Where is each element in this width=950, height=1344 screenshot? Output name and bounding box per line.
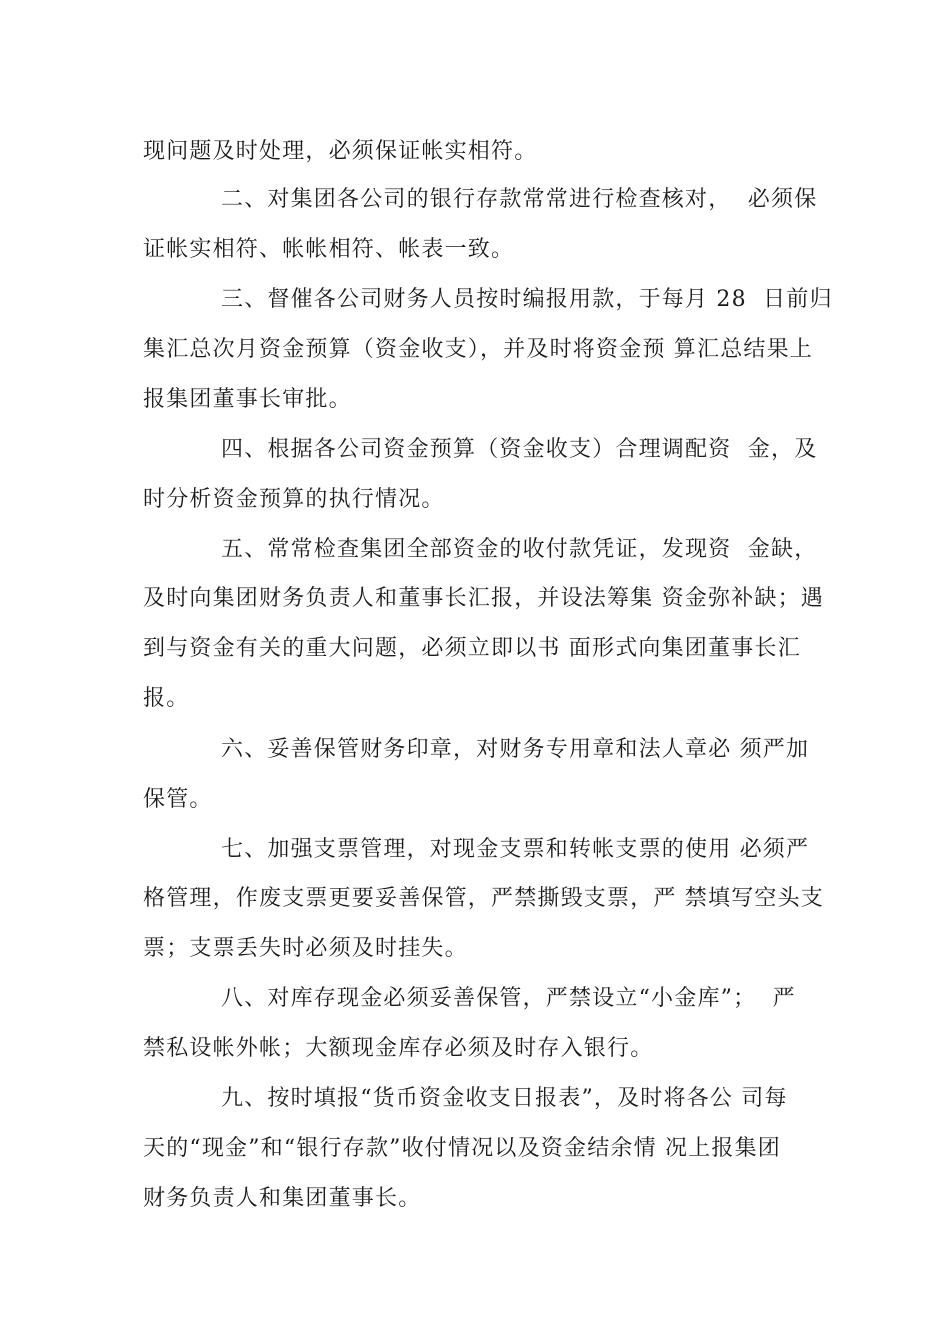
paragraph-7-line-1: 七、加强支票管理，对现金支票和转帐支票的使用 必须严 xyxy=(221,837,810,862)
text-line: 现问题及时处理，必须保证帐实相符。 xyxy=(143,139,538,164)
paragraph-9-line-1: 九、按时填报“货币资金收支日报表”，及时将各公 司每 xyxy=(221,1086,788,1111)
text-line: 票；支票丢失时必须及时挂失。 xyxy=(143,936,468,961)
paragraph-5-line-1: 五、常常检查集团全部资金的收付款凭证，发现资 金缺， xyxy=(221,537,818,562)
text-line: 集汇总次月资金预算（资金收支），并及时将资金预 算汇总结果上 xyxy=(143,337,813,362)
text-line: 保管。 xyxy=(143,787,213,812)
text-line: 报集团董事长审批。 xyxy=(143,387,352,412)
text-line: 报。 xyxy=(143,686,190,711)
paragraph-3-line-1: 三、督催各公司财务人员按时编报用款，于每月 28 日前归 xyxy=(221,287,833,312)
text-line: 天的“现金”和“银行存款”收付情况以及资金结余情 况上报集团 xyxy=(143,1136,781,1161)
text-line: 财务负责人和集团董事长。 xyxy=(143,1186,422,1211)
text-line: 及时向集团财务负责人和董事长汇报，并设法筹集 资金弥补缺；遇 xyxy=(143,586,824,611)
paragraph-8-line-1: 八、对库存现金必须妥善保管，严禁设立“小金库”； 严 xyxy=(221,986,796,1011)
text-line: 到与资金有关的重大问题，必须立即以书 面形式向集团董事长汇 xyxy=(143,636,801,661)
paragraph-4-line-1: 四、根据各公司资金预算（资金收支）合理调配资 金，及 xyxy=(221,437,818,462)
text-line: 证帐实相符、帐帐相符、帐表一致。 xyxy=(143,237,515,262)
text-line: 时分析资金预算的执行情况。 xyxy=(143,487,445,512)
text-line: 禁私设帐外帐；大额现金库存必须及时存入银行。 xyxy=(143,1036,654,1061)
paragraph-6-line-1: 六、妥善保管财务印章，对财务专用章和法人章必 须严加 xyxy=(221,737,810,762)
text-line: 格管理，作废支票更要妥善保管，严禁撕毁支票，严 禁填写空头支 xyxy=(143,886,824,911)
paragraph-2-line-1: 二、对集团各公司的银行存款常常进行检查核对， 必须保 xyxy=(221,187,818,212)
